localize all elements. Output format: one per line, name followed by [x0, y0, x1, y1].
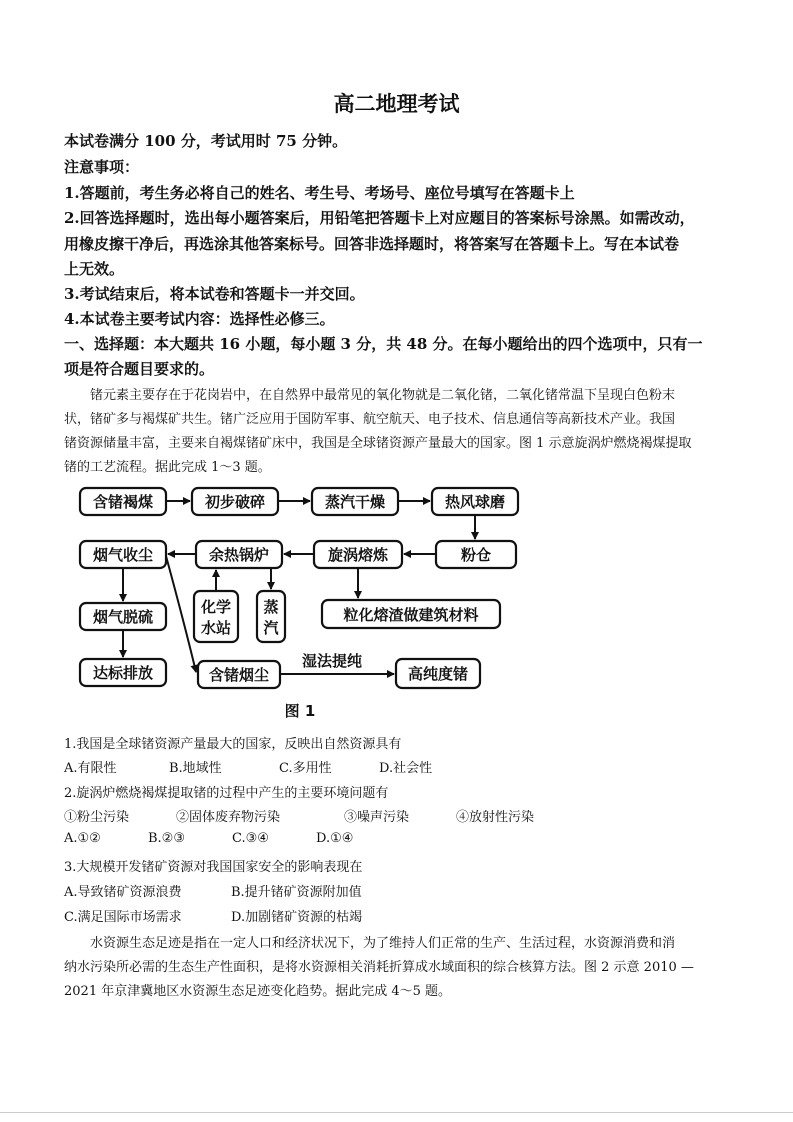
notice-heading: 注意事项：	[64, 158, 140, 176]
question-stem: 2.旋涡炉燃烧褐煤提取锗的过程中产生的主要环境问题有	[64, 786, 389, 801]
exam-intro: 本试卷满分 100 分，考试用时 75 分钟。	[64, 132, 348, 150]
option[interactable]: A.有限性	[64, 761, 117, 776]
notice-line: 用橡皮擦干净后，再选涂其他答案标号。回答非选择题时，将答案写在答题卡上。写在本试卷	[64, 235, 680, 253]
box-label: 余热锅炉	[208, 546, 270, 564]
question-options	[64, 757, 733, 776]
option[interactable]: B.提升锗矿资源附加值	[231, 885, 362, 900]
option[interactable]: B.地域性	[169, 761, 222, 776]
process-flow-diagram	[70, 476, 530, 698]
box-label: 水站	[200, 619, 232, 637]
page-bottom-rule	[0, 1112, 793, 1113]
option[interactable]: C.③④	[232, 831, 269, 846]
box-label: 烟气脱硫	[92, 608, 154, 626]
option[interactable]: D.①④	[316, 831, 354, 846]
passage1-line: 锗元素主要存在于花岗岩中，在自然界中最常见的氧化物就是二氧化锗，二氧化锗常温下呈现白色粉末	[90, 388, 676, 403]
box-label: 高纯度锗	[407, 665, 469, 683]
figure-caption: 图 1	[284, 702, 316, 720]
option[interactable]: C.多用性	[279, 761, 332, 776]
box-label: 含锗褐煤	[92, 493, 154, 511]
question-stem: 3.大规模开发锗矿资源对我国国家安全的影响表现在	[64, 860, 363, 875]
section-heading: 一、选择题：本大题共 16 小题，每小题 3 分，共 48 分。在每小题给出的四个选项中，只有一	[64, 335, 703, 353]
passage1-line: 锗的工艺流程。据此完成 1～3 题。	[64, 460, 271, 475]
box-label: 含锗烟尘	[208, 666, 270, 684]
option[interactable]: C.满足国际市场需求	[64, 910, 182, 925]
box-label: 旋涡熔炼	[327, 546, 389, 564]
box-label: 蒸汽干燥	[324, 493, 386, 511]
box-label: 达标排放	[92, 664, 154, 682]
box-label: 热风球磨	[444, 493, 506, 511]
question-options	[64, 831, 733, 846]
passage2-line: 2021 年京津冀地区水资源生态足迹变化趋势。据此完成 4～5 题。	[64, 984, 452, 999]
option[interactable]: D.加剧锗矿资源的枯竭	[231, 910, 363, 925]
box-label: 汽	[263, 619, 279, 637]
box-label: 粉仓	[460, 546, 492, 564]
box-label: 蒸	[263, 598, 279, 616]
item: ②固体废弃物污染	[176, 810, 281, 825]
option[interactable]: A.导致锗矿资源浪费	[64, 885, 182, 900]
item: ④放射性污染	[456, 810, 535, 825]
notice-line: 1.答题前，考生务必将自己的姓名、考生号、考场号、座位号填写在答题卡上	[64, 184, 575, 202]
question-options	[64, 881, 733, 900]
passage1-line: 状，锗矿多与褐煤矿共生。锗广泛应用于国防军事、航空航天、电子技术、信息通信等高新技术产业。我国	[64, 412, 676, 427]
passage1-line: 锗资源储量丰富，主要来自褐煤锗矿床中，我国是全球锗资源产量最大的国家。图 1 示意旋涡炉燃烧褐煤提取	[64, 436, 692, 451]
notice-line: 3.考试结束后，将本试卷和答题卡一并交回。	[64, 285, 365, 303]
question-options	[64, 906, 733, 925]
box-label: 粒化熔渣做建筑材料	[343, 606, 479, 624]
notice-line: 2.回答选择题时，选出每小题答案后，用铅笔把答题卡上对应题目的答案标号涂黑。如需改动，	[64, 209, 695, 227]
exam-title: 高二地理考试	[333, 91, 460, 116]
notice-line: 上无效。	[64, 260, 125, 278]
box-label: 初步破碎	[204, 493, 266, 511]
passage2-line: 纳水污染所必需的生态生产性面积，是将水资源相关消耗折算成水域面积的综合核算方法。图 2 示意 2010 —	[64, 960, 694, 975]
question-stem: 1.我国是全球锗资源产量最大的国家，反映出自然资源具有	[64, 737, 402, 752]
option[interactable]: D.社会性	[379, 761, 433, 776]
question-items	[64, 806, 733, 825]
option[interactable]: B.②③	[148, 831, 185, 846]
box-label: 烟气收尘	[92, 546, 154, 564]
section-heading: 项是符合题目要求的。	[64, 360, 215, 378]
item: ①粉尘污染	[64, 810, 130, 825]
box-label: 化学	[200, 598, 232, 616]
passage2-line: 水资源生态足迹是指在一定人口和经济状况下，为了维持人们正常的生产、生活过程，水资源消费和消	[90, 936, 676, 951]
option[interactable]: A.①②	[64, 831, 101, 846]
notice-line: 4.本试卷主要考试内容：选择性必修三。	[64, 310, 335, 328]
arrow-label: 湿法提纯	[301, 652, 363, 670]
item: ③噪声污染	[344, 810, 410, 825]
